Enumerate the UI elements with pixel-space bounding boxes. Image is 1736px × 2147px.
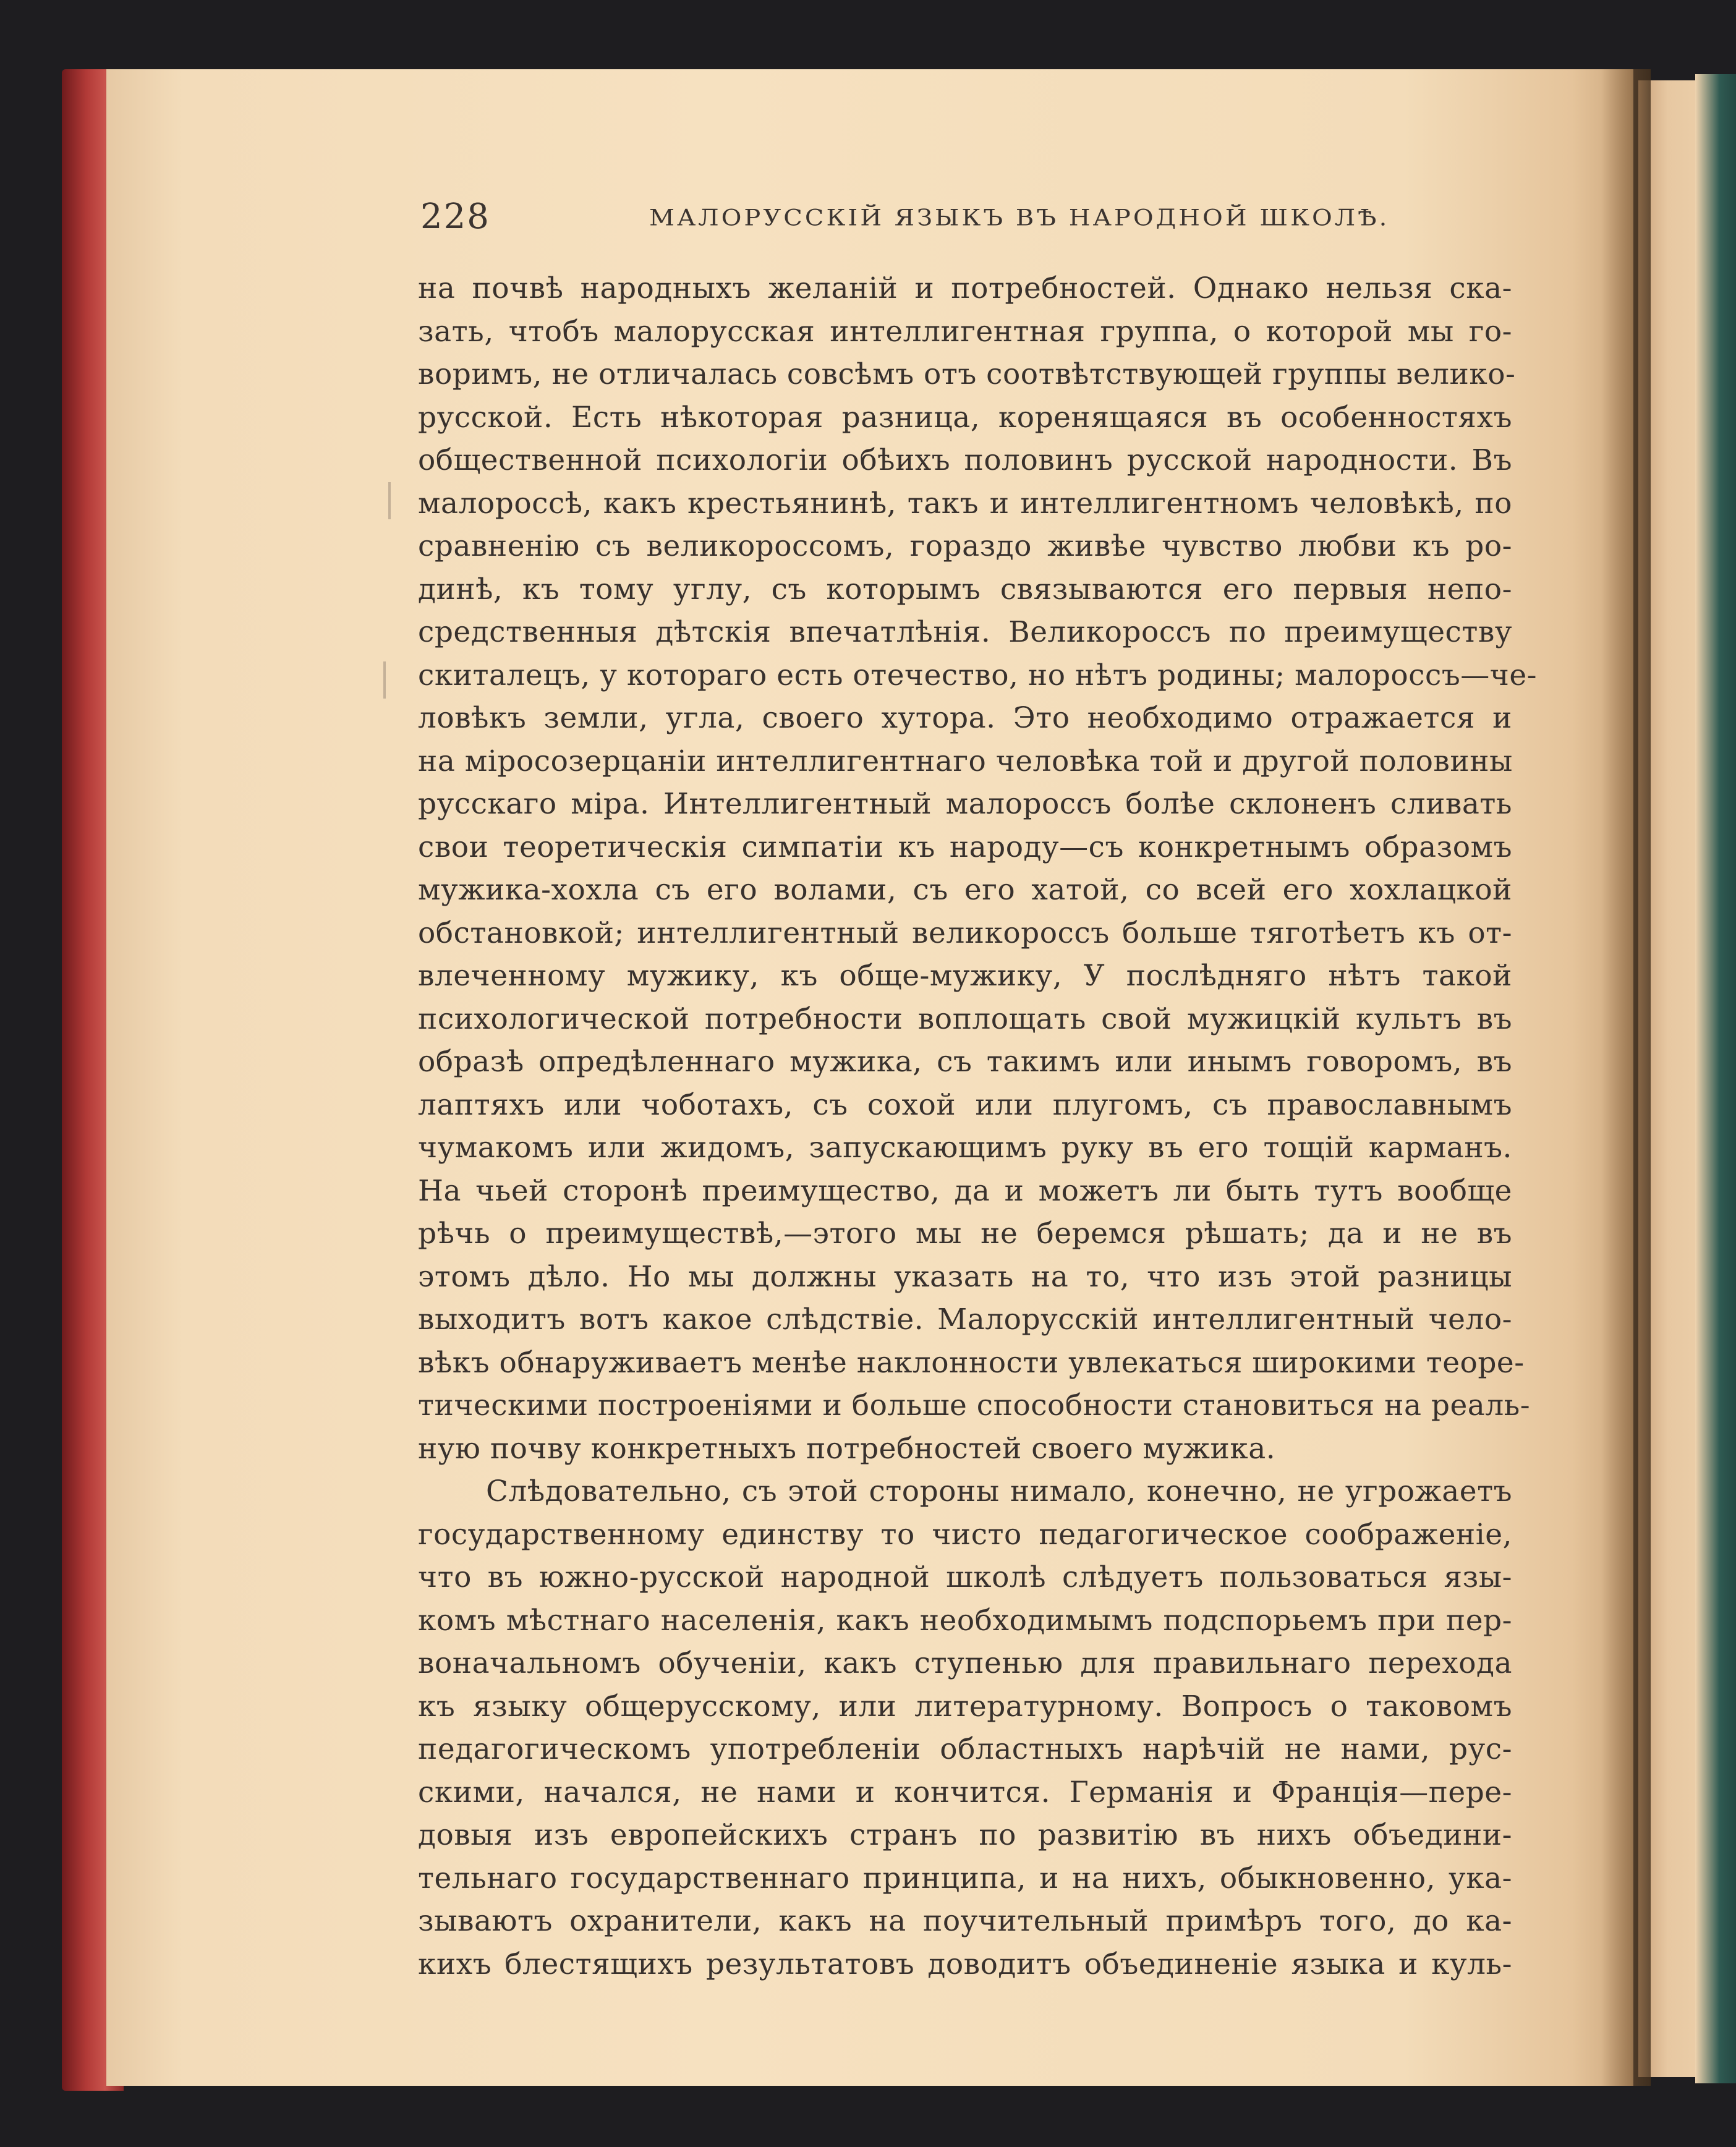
text-line: чумакомъ или жидомъ, запускающимъ руку въ его тощій карманъ. — [418, 1131, 1512, 1165]
paragraph — [418, 267, 1538, 1470]
text-line: малороссѣ, какъ крестьянинѣ, такъ и интеллигентномъ человѣкѣ, по — [418, 486, 1512, 521]
text-line: что въ южно-русской народной школѣ слѣдуетъ пользоваться язы- — [418, 1560, 1512, 1594]
text-line: на міросозерцаніи интеллигентнаго человѣка той и другой половины — [418, 744, 1513, 778]
text-line: тическими построеніями и больше способности становиться на реаль- — [418, 1388, 1531, 1422]
text-line: сравненію съ великороссомъ, гораздо живѣе чувство любви къ ро- — [418, 529, 1512, 563]
text-line: къ языку общерусскому, или литературному. Вопросъ о таковомъ — [418, 1689, 1512, 1724]
margin-pencil-mark — [383, 661, 386, 699]
text-line: скиталецъ, у котораго есть отечество, но нѣтъ родины; малороссъ—че- — [418, 658, 1538, 692]
text-line: образѣ опредѣленнаго мужика, съ такимъ или инымъ говоромъ, въ — [418, 1045, 1512, 1079]
body-text — [418, 267, 1538, 1986]
text-line: Слѣдовательно, съ этой стороны нимало, конечно, не угрожаетъ — [486, 1474, 1512, 1508]
text-line: на почвѣ народныхъ желаній и потребностей. Однако нельзя ска- — [418, 271, 1512, 305]
text-line: педагогическомъ употребленіи областныхъ нарѣчій не нами, рус- — [418, 1732, 1512, 1766]
text-line: воначальномъ обученіи, какъ ступенью для правильнаго перехода — [418, 1646, 1512, 1680]
gutter-shadow — [1601, 69, 1651, 2086]
text-line: русской. Есть нѣкоторая разница, коренящаяся въ особенностяхъ — [418, 400, 1512, 435]
text-line: этомъ дѣло. Но мы должны указать на то, что изъ этой разницы — [418, 1259, 1512, 1294]
next-page-binding — [1695, 74, 1736, 2083]
text-line: зываютъ охранители, какъ на поучительный примѣръ того, до ка- — [418, 1904, 1512, 1938]
text-line: тельнаго государственнаго принципа, и на нихъ, обыкновенно, ука- — [418, 1861, 1512, 1895]
text-line: мужика-хохла съ его волами, съ его хатой, со всей его хохлацкой — [418, 873, 1512, 907]
text-line: влеченному мужику, къ обще-мужику, У послѣдняго нѣтъ такой — [418, 959, 1512, 993]
text-line: обстановкой; интеллигентный великороссъ больше тяготѣетъ къ от- — [418, 916, 1512, 950]
text-line: общественной психологіи обѣихъ половинъ русской народности. Въ — [418, 443, 1512, 477]
text-line: средственныя дѣтскія впечатлѣнія. Великороссъ по преимуществу — [418, 615, 1512, 649]
text-line: ловѣкъ земли, угла, своего хутора. Это необходимо отражается и — [418, 701, 1512, 735]
text-line: зать, чтобъ малорусская интеллигентная группа, о которой мы го- — [418, 314, 1512, 349]
text-line: лаптяхъ или чоботахъ, съ сохой или плугомъ, съ православнымъ — [418, 1087, 1512, 1122]
text-line: На чьей сторонѣ преимущество, да и можетъ ли быть тутъ вообще — [418, 1173, 1512, 1208]
text-line: динѣ, къ тому углу, съ которымъ связываются его первыя непо- — [418, 572, 1512, 606]
text-line: государственному единству то чисто педагогическое соображеніе, — [418, 1517, 1512, 1552]
page-number: 228 — [420, 197, 490, 237]
margin-pencil-mark — [388, 482, 391, 519]
text-line: рѣчь о преимуществѣ,—этого мы не беремся рѣшать; да и не въ — [418, 1217, 1512, 1251]
text-line: скими, начался, не нами и кончится. Германія и Франція—пере- — [418, 1775, 1512, 1809]
text-line: воримъ, не отличалась совсѣмъ отъ соотвѣтствующей группы велико- — [418, 357, 1516, 391]
paragraph — [418, 1470, 1512, 1986]
text-line: комъ мѣстнаго населенія, какъ необходимымъ подспорьемъ при пер- — [418, 1603, 1512, 1638]
text-line: кихъ блестящихъ результатовъ доводитъ объединеніе языка и куль- — [418, 1947, 1512, 1981]
text-line: выходитъ вотъ какое слѣдствіе. Малорусскій интеллигентный чело- — [418, 1303, 1512, 1337]
text-line: психологической потребности воплощать свой мужицкій культъ въ — [418, 1001, 1512, 1036]
running-title: МАЛОРУССКІЙ ЯЗЫКЪ ВЪ НАРОДНОЙ ШКОЛѢ. — [649, 205, 1390, 231]
text-line: довыя изъ европейскихъ странъ по развитію въ нихъ объедини- — [418, 1818, 1512, 1852]
text-line: русскаго міра. Интеллигентный малороссъ болѣе склоненъ сливать — [418, 787, 1512, 821]
page-header — [420, 197, 1533, 240]
text-line: свои теоретическія симпатіи къ народу—съ конкретнымъ образомъ — [418, 830, 1512, 864]
text-line: вѣкъ обнаруживаетъ менѣе наклонности увлекаться широкими теоре- — [418, 1345, 1525, 1380]
text-line: ную почву конкретныхъ потребностей своего мужика. — [418, 1431, 1276, 1466]
